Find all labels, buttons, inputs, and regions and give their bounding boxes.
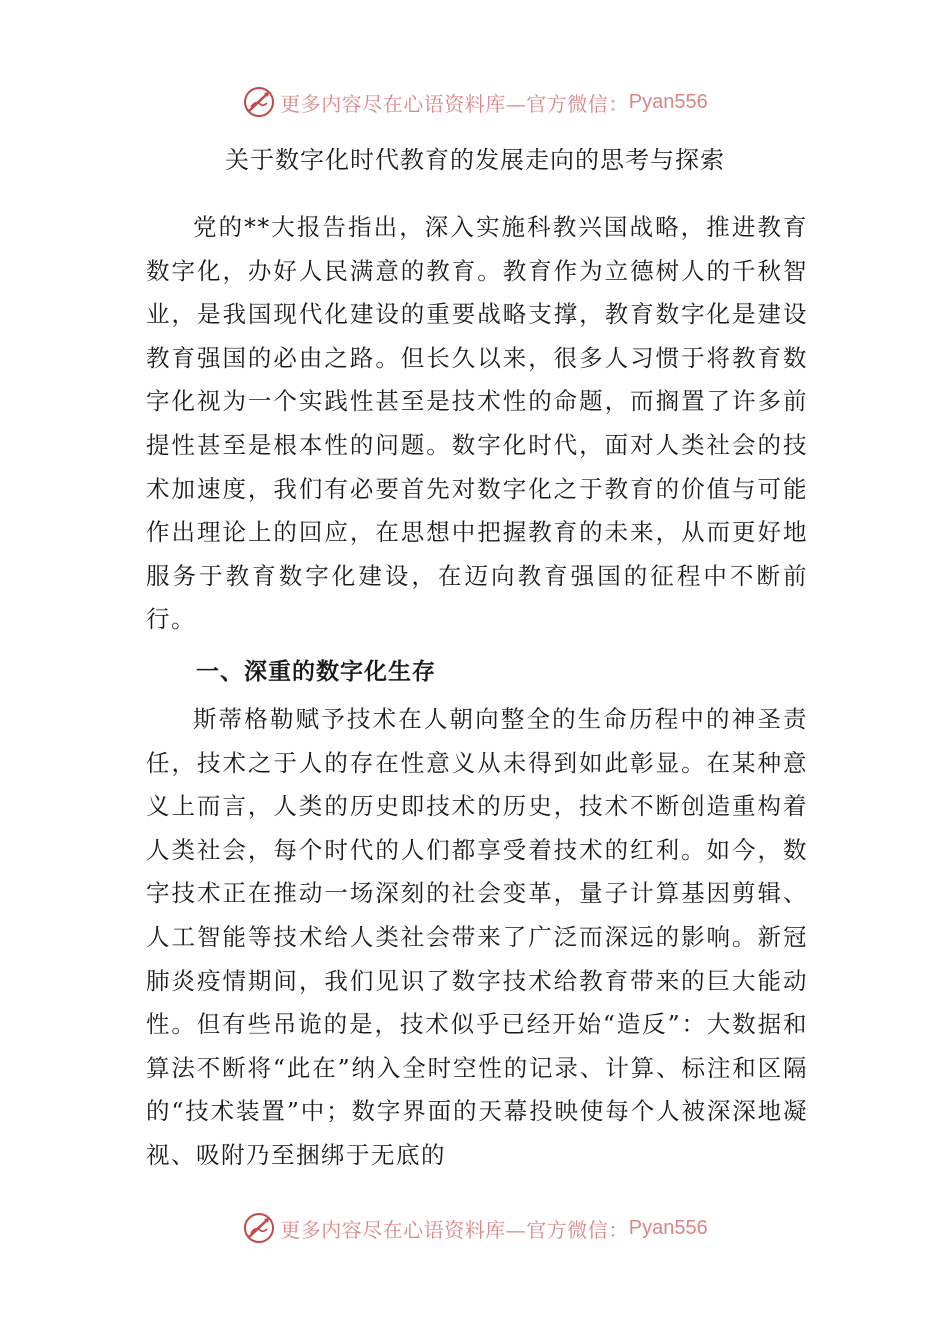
intro-paragraph: 党的**大报告指出，深入实施科教兴国战略，推进教育数字化，办好人民满意的教育。教育作为立德树人的千秋智业，是我国现代化建设的重要战略支撑，教育数字化是建设教育强国的必由之路。但长久以来，很多人习惯于将教育数字化视为一个实践性甚至是技术性的命题，而搁置了许多前提性甚至是根本性的问题。数字化时代，面对人类社会的技术加速度，我们有必要首先对数字化之于教育的价值与可能作出理论上的回应，在思想中把握教育的未来，从而更好地服务于教育数字化建设，在迈向教育强国的征程中不断前行。 <box>146 213 808 634</box>
document-title: 关于数字化时代教育的发展走向的思考与探索 <box>225 146 725 174</box>
pen-logo-icon <box>242 1211 276 1245</box>
section-heading: 一、深重的数字化生存 <box>196 658 436 685</box>
watermark-footer <box>0 1208 950 1248</box>
watermark-brand-text: 更多内容尽在心语资料库—官方微信： <box>280 91 629 116</box>
watermark-wechat-id: Pyan556 <box>628 1216 708 1239</box>
watermark-wechat-id: Pyan556 <box>628 90 708 113</box>
watermark-brand-text: 更多内容尽在心语资料库—官方微信： <box>280 1217 629 1242</box>
pen-logo-icon <box>242 85 276 119</box>
watermark-header <box>0 82 950 122</box>
section-paragraph: 斯蒂格勒赋予技术在人朝向整全的生命历程中的神圣责任，技术之于人的存在性意义从未得到如此彰显。在某种意义上而言，人类的历史即技术的历史，技术不断创造重构着人类社会，每个时代的人们都享受着技术的红利。如今，数字技术正在推动一场深刻的社会变革，量子计算基因剪辑、人工智能等技术给人类社会带来了广泛而深远的影响。新冠肺炎疫情期间，我们见识了数字技术给教育带来的巨大能动性。但有些吊诡的是，技术似乎已经开始“造反”：大数据和算法不断将“此在”纳入全时空性的记录、计算、标注和区隔的“技术装置”中；数字界面的天幕投映使每个人被深深地凝视、吸附乃至捆绑于无底的 <box>146 704 808 1169</box>
document-body <box>146 206 808 1177</box>
